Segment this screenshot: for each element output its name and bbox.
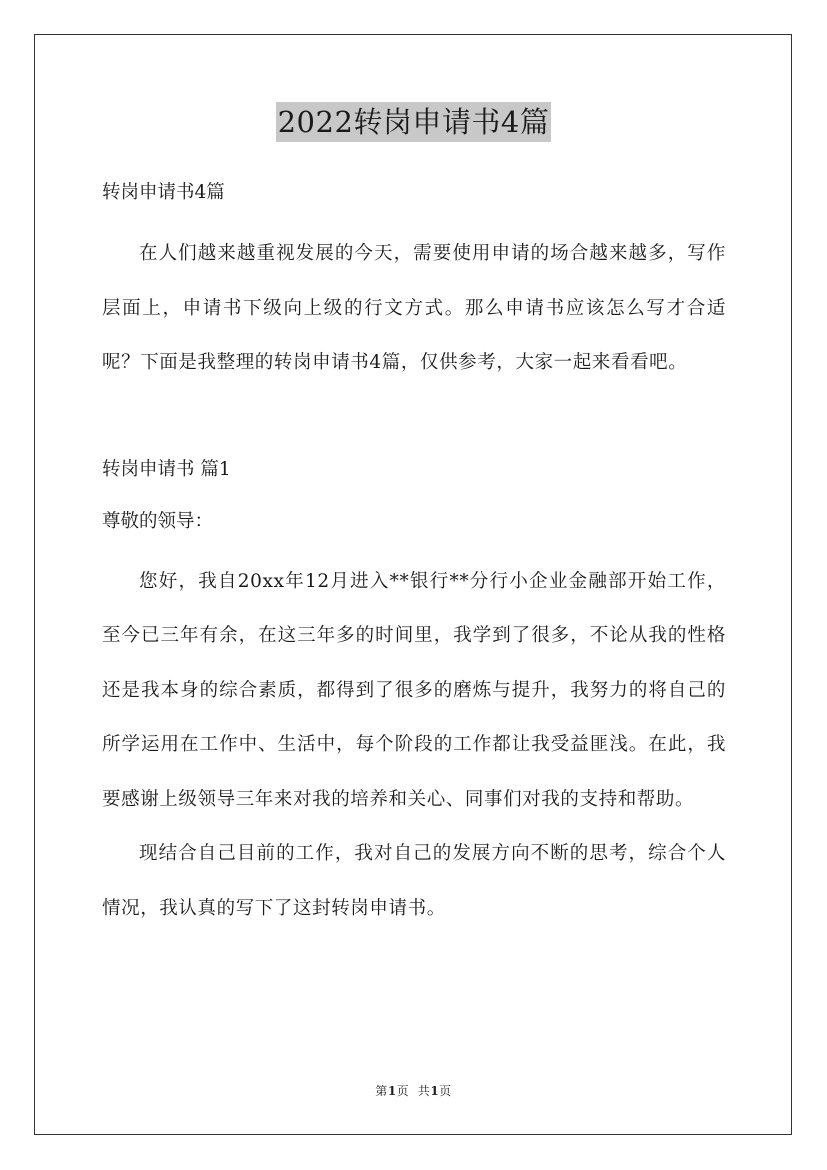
footer-mid: 页 共 <box>396 1084 431 1098</box>
body-paragraph-1: 您好，我自20xx年12月进入**银行**分行小企业金融部开始工作，至今已三年有余，在这三年多的时间里，我学到了很多，不论从我的性格还是我本身的综合素质，都得到了很多的磨炼与提升，我努力的将自己的所学运用在工作中、生活中，每个阶段的工作都让我受益匪浅。在此，我要感谢上级领导三年来对我的培养和关心、同事们对我的支持和帮助。 <box>102 570 726 810</box>
intro-paragraph: 在人们越来越重视发展的今天，需要使用申请的场合越来越多，写作层面上，申请书下级向上级的行文方式。那么申请书应该怎么写才合适呢？下面是我整理的转岗申请书4篇，仅供参考，大家一起来看看吧。 <box>102 243 726 373</box>
page-footer <box>0 1082 827 1099</box>
footer-suffix: 页 <box>439 1084 452 1098</box>
body-paragraph-2: 现结合自己目前的工作，我对自己的发展方向不断的思考，综合个人情况，我认真的写下了这封转岗申请书。 <box>102 843 726 919</box>
footer-prefix: 第 <box>375 1084 388 1098</box>
footer-page-current: 1 <box>387 1084 397 1098</box>
footer-page-total: 1 <box>430 1084 440 1098</box>
salutation: 尊敬的领导： <box>102 510 214 532</box>
document-subtitle: 转岗申请书4篇 <box>102 182 225 203</box>
section-title: 转岗申请书 篇1 <box>102 458 231 480</box>
document-body <box>102 174 726 936</box>
document-title: 2022转岗申请书4篇 <box>276 102 552 142</box>
title-container <box>0 102 827 142</box>
